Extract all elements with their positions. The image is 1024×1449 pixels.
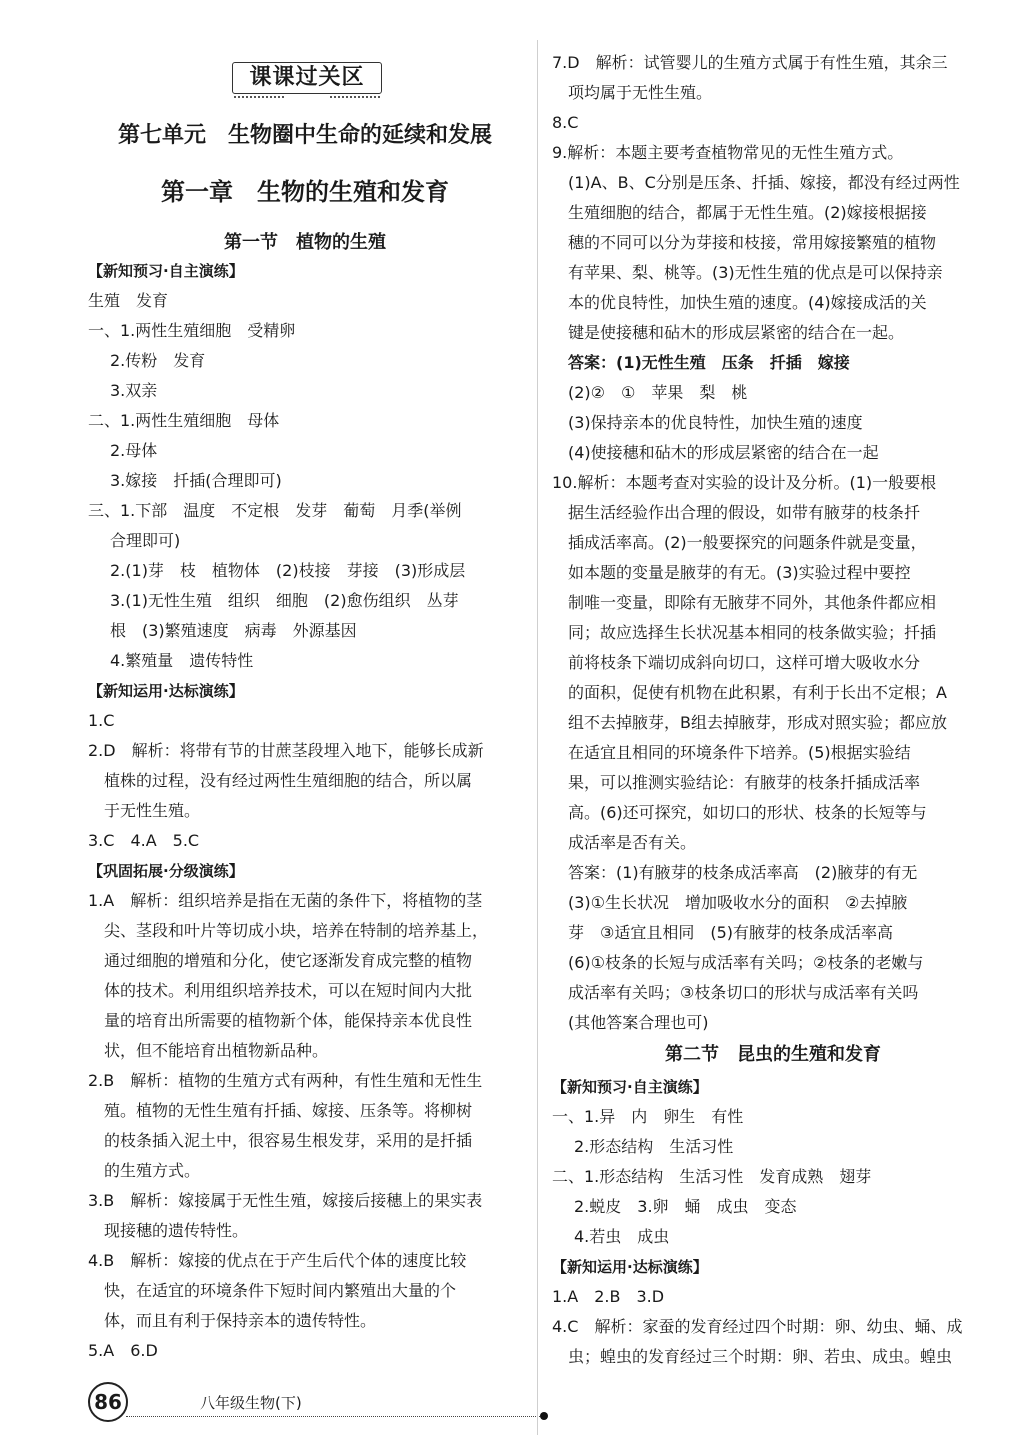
answer-line: 5.A 6.D [88,1341,158,1360]
answer-line: (3)①生长状况 增加吸收水分的面积 ②去掉腋 [568,893,908,912]
answer-line: 3.嫁接 扦插(合理即可) [110,471,282,490]
answer-line: 根 (3)繁殖速度 病毒 外源基因 [110,621,357,640]
banner-label: 课课过关区 [232,62,382,94]
answer-line: 2.传粉 发育 [110,351,206,370]
right-answer-list-top [552,48,1000,1038]
answer-line: 3.(1)无性生殖 组织 细胞 (2)愈伤组织 丛芽 [110,591,459,610]
answer-line: (6)①枝条的长短与成活率有关吗；②枝条的老嫩与 [568,953,924,972]
answer-line: 1.C [88,711,115,730]
answer-line: 10.解析：本题考查对实验的设计及分析。(1)一般要根 [552,473,937,492]
answer-line: 3.C 4.A 5.C [88,831,200,850]
answer-line: 答案：(1)有腋芽的枝条成活率高 (2)腋芽的有无 [568,863,918,882]
answer-line: 穗的不同可以分为芽接和枝接，常用嫁接繁殖的植物 [568,233,937,252]
unit-title: 第七单元 生物圈中生命的延续和发展 [117,123,492,148]
answer-line: 如本题的变量是腋芽的有无。(3)实验过程中要控 [568,563,911,582]
answer-line: 插成活率高。(2)一般要探究的问题条件就是变量， [568,533,927,552]
answer-line: 答案：(1)无性生殖 压条 扦插 嫁接 [568,353,850,372]
answer-line: 成活率是否有关。 [568,833,697,852]
right-answer-list-bottom [552,1072,1000,1372]
answer-line: 4.繁殖量 遗传特性 [110,651,254,670]
answer-line: 三、1.下部 温度 不定根 发芽 葡萄 月季(举例 [88,501,462,520]
page-number: 86 [88,1382,128,1422]
answer-line: 3.B 解析：嫁接属于无性生殖，嫁接后接穗上的果实表 [88,1191,483,1210]
answer-line: 前将枝条下端切成斜向切口，这样可增大吸收水分 [568,653,921,672]
grade-label: 八年级生物(下) [200,1394,302,1412]
answer-line: (1)A、B、C分别是压条、扦插、嫁接，都没有经过两性 [568,173,960,192]
answer-line: 虫；蝗虫的发育经过三个时期：卵、若虫、成虫。蝗虫 [568,1347,953,1366]
answer-line: 制唯一变量，即除有无腋芽不同外，其他条件都应相 [568,593,937,612]
answer-line: 殖。植物的无性生殖有扦插、嫁接、压条等。将柳树 [104,1101,473,1120]
subsection-heading: 【巩固拓展·分级演练】 [88,862,244,880]
answer-line: 快，在适宜的环境条件下短时间内繁殖出大量的个 [104,1281,457,1300]
answer-line: 二、1.形态结构 生活习性 发育成熟 翅芽 [552,1167,872,1186]
answer-line: 1.A 2.B 3.D [552,1287,665,1306]
subsection-heading: 【新知运用·达标演练】 [88,682,244,700]
answer-line: 2.D 解析：将带有节的甘蔗茎段埋入地下，能够长成新 [88,741,484,760]
answer-line: 高。(6)还可探究，如切口的形状、枝条的长短等与 [568,803,927,822]
subsection-heading: 【新知预习·自主演练】 [88,262,244,280]
answer-line: 量的培育出所需要的植物新个体，能保持亲本优良性 [104,1011,473,1030]
answer-line: 体的技术。利用组织培养技术，可以在短时间内大批 [104,981,473,1000]
answer-line: (其他答案合理也可) [568,1013,709,1032]
answer-line: 4.C 解析：家蚕的发育经过四个时期：卵、幼虫、蛹、成 [552,1317,963,1336]
answer-line: (3)保持亲本的优良特性，加快生殖的速度 [568,413,863,432]
section-1-title: 第一节 植物的生殖 [224,232,386,253]
answer-line: 成活率有关吗；③枝条切口的形状与成活率有关吗 [568,983,919,1002]
answer-line: 2.母体 [110,441,158,460]
answer-line: 通过细胞的增殖和分化，使它逐渐发育成完整的植物 [104,951,473,970]
answer-line: 3.双亲 [110,381,158,400]
answer-line: 据生活经验作出合理的假设，如带有腋芽的枝条扦 [568,503,921,522]
answer-line: 于无性生殖。 [104,801,201,820]
subsection-heading: 【新知预习·自主演练】 [552,1078,708,1096]
answer-line: 生殖 发育 [88,291,169,310]
answer-line: 组不去掉腋芽，B组去掉腋芽，形成对照实验；都应放 [568,713,947,732]
answer-line: 本的优良特性，加快生殖的速度。(4)嫁接成活的关 [568,293,927,312]
footer-rule [126,1416,544,1417]
answer-line: 同；故应选择生长状况基本相同的枝条做实验；扦插 [568,623,937,642]
answer-line: (2)② ① 苹果 梨 桃 [568,383,748,402]
answer-line: 植株的过程，没有经过两性生殖细胞的结合，所以属 [104,771,473,790]
answer-line: 生殖细胞的结合，都属于无性生殖。(2)嫁接根据接 [568,203,927,222]
answer-line: 一、1.异 内 卵生 有性 [552,1107,744,1126]
answer-line: 键是使接穗和砧木的形成层紧密的结合在一起。 [568,323,905,342]
answer-line: 有苹果、梨、桃等。(3)无性生殖的优点是可以保持亲 [568,263,943,282]
section-2-title: 第二节 昆虫的生殖和发育 [665,1044,881,1065]
answer-line: 2.蜕皮 3.卵 蛹 成虫 变态 [574,1197,797,1216]
answer-line: 9.解析：本题主要考查植物常见的无性生殖方式。 [552,143,904,162]
answer-line: 一、1.两性生殖细胞 受精卵 [88,321,296,340]
page-footer [88,1382,548,1422]
answer-line: 芽 ③适宜且相同 (5)有腋芽的枝条成活率高 [568,923,894,942]
answer-line: 状，但不能培育出植物新品种。 [104,1041,329,1060]
answer-line: 现接穗的遗传特性。 [104,1221,249,1240]
answer-line: 1.A 解析：组织培养是指在无菌的条件下，将植物的茎 [88,891,483,910]
answer-line: (4)使接穗和砧木的形成层紧密的结合在一起 [568,443,879,462]
chapter-title: 第一章 生物的生殖和发育 [161,178,449,206]
answer-line: 在适宜且相同的环境条件下培养。(5)根据实验结 [568,743,911,762]
column-divider [537,40,538,1435]
answer-line: 2.形态结构 生活习性 [574,1137,734,1156]
section-banner [222,60,392,100]
subsection-heading: 【新知运用·达标演练】 [552,1258,708,1276]
answer-line: 项均属于无性生殖。 [568,83,713,102]
answer-line: 7.D 解析：试管婴儿的生殖方式属于有性生殖，其余三 [552,53,948,72]
answer-line: 的面积，促使有机物在此积累，有利于长出不定根；A [568,683,947,702]
left-answer-list [88,256,528,1366]
answer-line: 合理即可) [110,531,181,550]
answer-line: 二、1.两性生殖细胞 母体 [88,411,280,430]
answer-line: 2.B 解析：植物的生殖方式有两种，有性生殖和无性生 [88,1071,483,1090]
answer-line: 果，可以推测实验结论：有腋芽的枝条扦插成活率 [568,773,921,792]
answer-line: 体，而且有利于保持亲本的遗传特性。 [104,1311,377,1330]
answer-line: 的生殖方式。 [104,1161,201,1180]
answer-line: 的枝条插入泥土中，很容易生根发芽，采用的是扦插 [104,1131,473,1150]
answer-line: 8.C [552,113,579,132]
footer-dot-icon [540,1412,548,1420]
answer-line: 尖、茎段和叶片等切成小块，培养在特制的培养基上， [104,921,489,940]
answer-line: 4.若虫 成虫 [574,1227,670,1246]
answer-line: 2.(1)芽 枝 植物体 (2)枝接 芽接 (3)形成层 [110,561,466,580]
answer-line: 4.B 解析：嫁接的优点在于产生后代个体的速度比较 [88,1251,467,1270]
